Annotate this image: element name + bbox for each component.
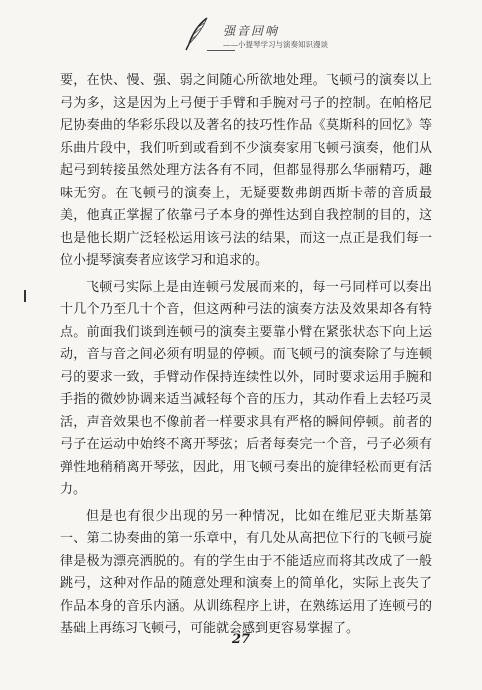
paragraph-1: 要，在快、慢、强、弱之间随心所欲地处理。飞顿弓的演奏以上弓为多，这是因为上弓便于手臂和手腕对弓子的控制。在帕格尼尼协奏曲的华彩乐段以及著名的技巧性作品《莫斯科的回忆》等乐曲片段中，我们听到或看到不少演奏家用飞顿弓演奏，他们从起弓到转接虽然处理方法各有不同，但都显得那么华丽精巧，趣味无穷。在飞顿弓的演奏上，无疑要数弗朗西斯卡蒂的音质最美，他真正掌握了依靠弓子本身的弹性达到自我控制的目的，这也是他长期广泛轻松运用该弓法的结果，而这一点正是我们每一位小提琴演奏者应该学习和追求的。: [60, 73, 432, 268]
body-text: [60, 70, 432, 645]
quill-icon: [177, 14, 217, 54]
paragraph-3: 但是也有很少出现的另一种情况，比如在维尼亚夫斯基第一、第二协奏曲的第一乐章中，有几处从高把位下行的飞顿弓旋律是极为漂亮洒脱的。有的学生由于不能适应而将其改成了一般跳弓，这种对作品的随意处理和演奏上的简单化，实际上丧失了作品本身的音乐内涵。从训练程序上讲，在熟练运用了连顿弓的基础上再练习飞顿弓，可能就会感到更容易掌握了。: [60, 508, 432, 636]
running-header: [175, 8, 435, 58]
header-title: 强音回响: [223, 24, 280, 38]
margin-mark: [24, 290, 26, 302]
page-number: 27: [231, 632, 251, 647]
paragraph-2: 飞顿弓实际上是由连顿弓发展而来的，每一弓同样可以奏出十几个乃至几十个音，但这两种弓法的演奏方法及效果却各有特点。前面我们谈到连顿弓的演奏主要靠小臂在紧张状态下向上运动，音与音之间必须有明显的停顿。而飞顿弓的演奏除了与连顿弓的要求一致，手臂动作保持连续性以外，同时要求运用手腕和手指的微妙协调来适当减轻每个音的压力，其动作看上去轻巧灵活，声音效果也不像前者一样要求具有严格的瞬间停顿。前者的弓子在运动中始终不离开琴弦；后者每奏完一个音，弓子必须有弹性地稍稍离开琴弦，因此，用飞顿弓奏出的旋律轻松而更有活力。: [60, 279, 432, 497]
header-rule: [207, 50, 235, 51]
header-subtitle: ——小提琴学习与演奏知识漫谈: [223, 40, 328, 49]
